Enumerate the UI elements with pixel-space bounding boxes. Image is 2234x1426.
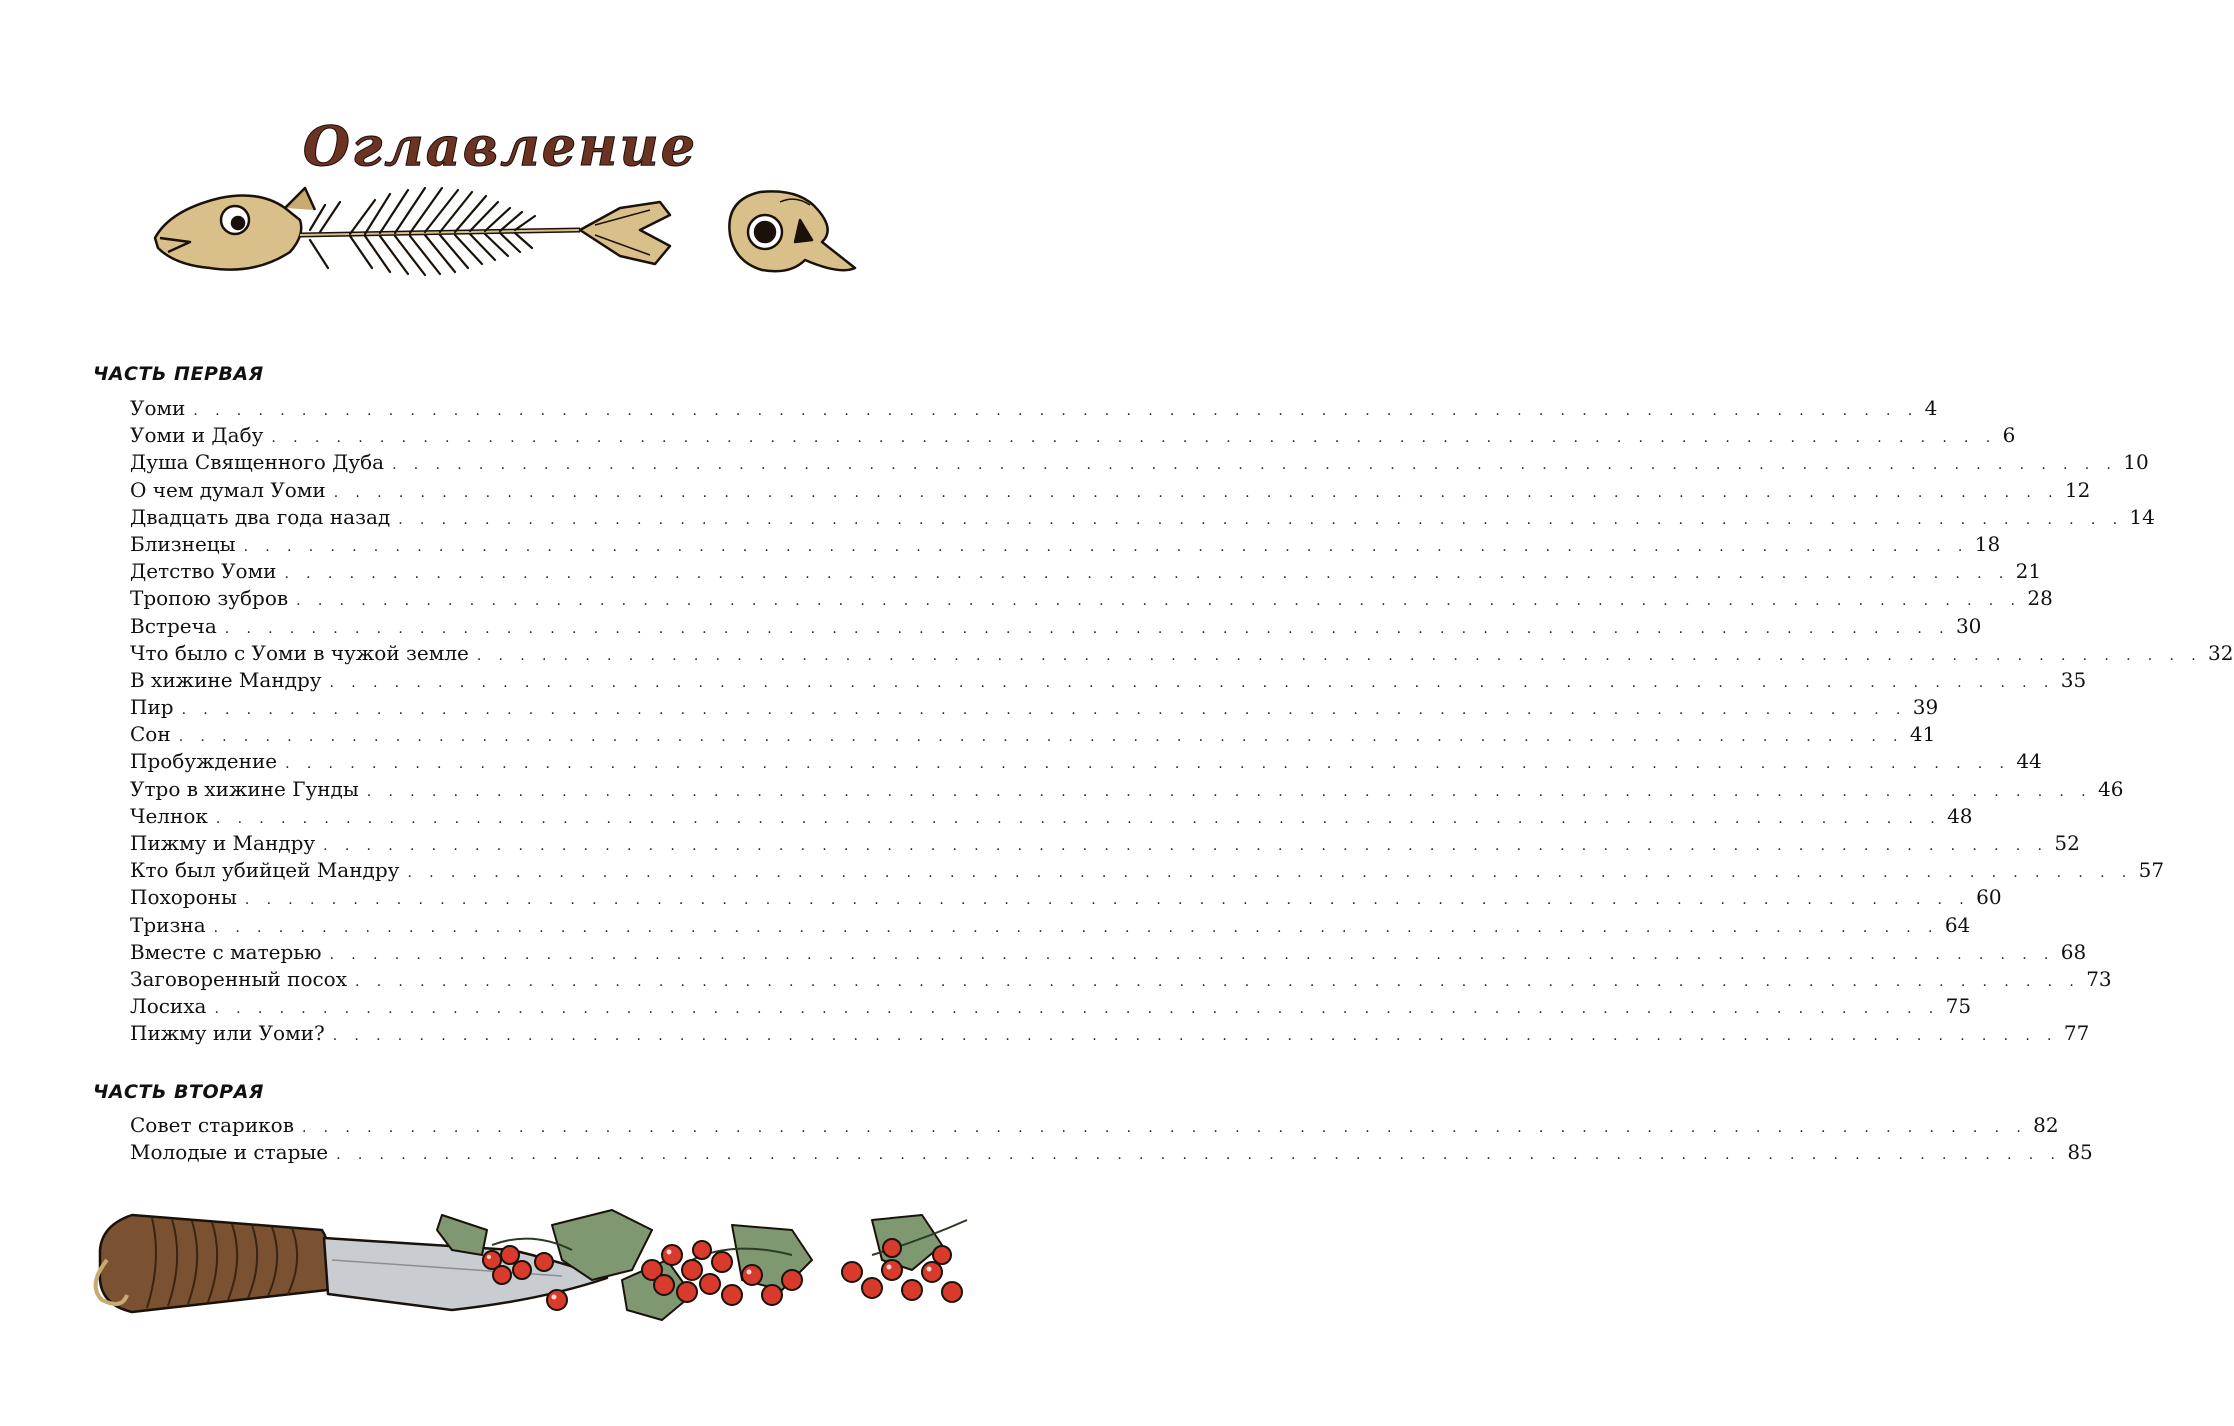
toc-entry-title: О чем думал Уоми — [130, 477, 326, 502]
toc-entry-page: 14 — [2129, 504, 2155, 529]
toc-entry[interactable] — [130, 1139, 2093, 1166]
toc-entry[interactable] — [130, 449, 2149, 476]
dot-leader: . . . . . . . . . . . . . . . . . . . . . . . . . . . . . . . . . . . . . . . . . . . . . . . . . . . . . . . . . . . . . . . . . . . . . . . . . . . . . . . . — [178, 729, 1904, 746]
toc-entry-page: 32 — [2208, 640, 2234, 665]
toc-entry-title: Утро в хижине Гунды — [130, 776, 359, 801]
toc-entry[interactable] — [130, 857, 2165, 884]
toc-entry-page: 57 — [2138, 858, 2165, 883]
toc-entry[interactable] — [130, 694, 1939, 721]
toc-entry-page: 12 — [2064, 477, 2091, 502]
dot-leader: . . . . . . . . . . . . . . . . . . . . . . . . . . . . . . . . . . . . . . . . . . . . . . . . . . . . . . . . . . . . . . . . . . . . . . . . . . . . . . . . — [271, 430, 1997, 447]
toc-entry[interactable] — [130, 531, 2001, 558]
toc-entry-page: 4 — [1924, 396, 1938, 420]
toc-entry[interactable] — [130, 613, 1982, 640]
toc-entry-title: Вместе с матерью — [130, 939, 322, 964]
toc-entry-page: 44 — [2016, 749, 2042, 774]
dot-leader: . . . . . . . . . . . . . . . . . . . . . . . . . . . . . . . . . . . . . . . . . . . . . . . . . . . . . . . . . . . . . . . . . . . . . . . . . . . . . . . . — [333, 484, 2059, 501]
toc-entry[interactable] — [130, 585, 2053, 612]
toc-entry-title: Детство Уоми — [130, 559, 277, 584]
toc-entry-page: 41 — [1909, 722, 1936, 747]
toc-entry[interactable] — [130, 912, 1971, 939]
part-two-heading: ЧАСТЬ ВТОРАЯ — [93, 1081, 264, 1103]
toc-entry-page: 18 — [1974, 531, 2001, 556]
dot-leader: . . . . . . . . . . . . . . . . . . . . . . . . . . . . . . . . . . . . . . . . . . . . . . . . . . . . . . . . . . . . . . . . . . . . . . . . . . . . . . . . — [476, 647, 2203, 664]
toc-entry[interactable] — [130, 477, 2091, 504]
toc-entry-page: 82 — [2033, 1113, 2059, 1137]
dot-leader: . . . . . . . . . . . . . . . . . . . . . . . . . . . . . . . . . . . . . . . . . . . . . . . . . . . . . . . . . . . . . . . . . . . . . . . . . . . . . . . . — [224, 620, 1950, 637]
toc-entry-page: 52 — [2054, 831, 2080, 855]
toc-entry-title: Совет стариков — [130, 1113, 294, 1137]
dot-leader: . . . . . . . . . . . . . . . . . . . . . . . . . . . . . . . . . . . . . . . . . . . . . . . . . . . . . . . . . . . . . . . . . . . . . . . . . . . . . . . . — [392, 457, 2118, 474]
toc-entry-title: Пижму или Уоми? — [130, 1021, 325, 1046]
toc-entry-title: В хижине Мандру — [130, 667, 322, 692]
page-title: Оглавление — [302, 114, 698, 179]
toc-entry[interactable] — [130, 884, 2002, 911]
toc-entry-page: 30 — [1955, 613, 1982, 638]
toc-entry-page: 64 — [1944, 912, 1971, 937]
toc-entry[interactable] — [130, 422, 2016, 449]
toc-entry-title: Пробуждение — [130, 749, 278, 774]
toc-entry-title: Уоми и Дабу — [130, 423, 264, 448]
fish-skeleton-illustration — [150, 180, 862, 285]
dot-leader: . . . . . . . . . . . . . . . . . . . . . . . . . . . . . . . . . . . . . . . . . . . . . . . . . . . . . . . . . . . . . . . . . . . . . . . . . . . . . . . . — [243, 538, 1969, 555]
dot-leader: . . . . . . . . . . . . . . . . . . . . . . . . . . . . . . . . . . . . . . . . . . . . . . . . . . . . . . . . . . . . . . . . . . . . . . . . . . . . . . . . — [193, 403, 1919, 419]
toc-entry[interactable] — [130, 667, 2087, 694]
toc-entry-title: Похороны — [130, 885, 237, 910]
toc-entry-title: Что было с Уоми в чужой земле — [130, 640, 469, 665]
toc-entry[interactable] — [130, 640, 2234, 667]
toc-entry[interactable] — [130, 939, 2087, 966]
toc-entry-page: 85 — [2067, 1140, 2093, 1165]
toc-entry-title: Пир — [130, 695, 174, 720]
toc-entry-title: Заговоренный посох — [130, 966, 348, 991]
toc-entry[interactable] — [130, 966, 2112, 993]
dot-leader: . . . . . . . . . . . . . . . . . . . . . . . . . . . . . . . . . . . . . . . . . . . . . . . . . . . . . . . . . . . . . . . . . . . . . . . . . . . . . . . . — [181, 702, 1907, 719]
toc-entry-title: Душа Священного Дуба — [130, 450, 385, 475]
dot-leader: . . . . . . . . . . . . . . . . . . . . . . . . . . . . . . . . . . . . . . . . . . . . . . . . . . . . . . . . . . . . . . . . . . . . . . . . . . . . . . . . — [284, 566, 2010, 583]
dot-leader: . . . . . . . . . . . . . . . . . . . . . . . . . . . . . . . . . . . . . . . . . . . . . . . . . . . . . . . . . . . . . . . . . . . . . . . . . . . . . . . . — [285, 756, 2011, 773]
toc-entry[interactable] — [130, 1020, 2090, 1047]
toc-entry-title: Тропою зубров — [130, 586, 289, 611]
toc-entry-title: Пижму и Мандру — [130, 831, 316, 855]
dot-leader: . . . . . . . . . . . . . . . . . . . . . . . . . . . . . . . . . . . . . . . . . . . . . . . . . . . . . . . . . . . . . . . . . . . . . . . . . . . . . . . . — [296, 593, 2022, 610]
toc-entry-page: 6 — [2002, 423, 2016, 448]
toc-entry-title: Лосиха — [130, 994, 207, 1019]
dot-leader: . . . . . . . . . . . . . . . . . . . . . . . . . . . . . . . . . . . . . . . . . . . . . . . . . . . . . . . . . . . . . . . . . . . . . . . . . . . . . . . . — [329, 674, 2055, 691]
dot-leader: . . . . . . . . . . . . . . . . . . . . . . . . . . . . . . . . . . . . . . . . . . . . . . . . . . . . . . . . . . . . . . . . . . . . . . . . . . . . . . . . — [244, 892, 1971, 909]
toc-entry-page: 48 — [1947, 803, 1973, 828]
part-one-heading: ЧАСТЬ ПЕРВАЯ — [93, 363, 264, 385]
part-one-list — [130, 395, 2234, 1048]
toc-entry-page: 73 — [2086, 966, 2112, 991]
dot-leader: . . . . . . . . . . . . . . . . . . . . . . . . . . . . . . . . . . . . . . . . . . . . . . . . . . . . . . . . . . . . . . . . . . . . . . . . . . . . . . . . — [398, 511, 2124, 528]
toc-entry-page: 60 — [1976, 885, 2002, 910]
toc-entry-page: 21 — [2015, 559, 2042, 584]
dot-leader: . . . . . . . . . . . . . . . . . . . . . . . . . . . . . . . . . . . . . . . . . . . . . . . . . . . . . . . . . . . . . . . . . . . . . . . . . . . . . . . . — [332, 1028, 2058, 1045]
toc-entry[interactable] — [130, 748, 2042, 775]
toc-entry-title: Кто был убийцей Мандру — [130, 858, 400, 883]
dot-leader: . . . . . . . . . . . . . . . . . . . . . . . . . . . . . . . . . . . . . . . . . . . . . . . . . . . . . . . . . . . . . . . . . . . . . . . . . . . . . . . . — [323, 838, 2049, 854]
toc-entry[interactable] — [130, 830, 2080, 857]
dot-leader: . . . . . . . . . . . . . . . . . . . . . . . . . . . . . . . . . . . . . . . . . . . . . . . . . . . . . . . . . . . . . . . . . . . . . . . . . . . . . . . . — [355, 973, 2081, 990]
toc-entry-page: 28 — [2027, 586, 2053, 611]
toc-entry-title: Молодые и старые — [130, 1140, 329, 1165]
dot-leader: . . . . . . . . . . . . . . . . . . . . . . . . . . . . . . . . . . . . . . . . . . . . . . . . . . . . . . . . . . . . . . . . . . . . . . . . . . . . . . . . — [329, 946, 2055, 963]
toc-entry[interactable] — [130, 504, 2155, 531]
toc-entry[interactable] — [130, 803, 1973, 830]
toc-entry[interactable] — [130, 776, 2124, 803]
dot-leader: . . . . . . . . . . . . . . . . . . . . . . . . . . . . . . . . . . . . . . . . . . . . . . . . . . . . . . . . . . . . . . . . . . . . . . . . . . . . . . . . — [407, 865, 2133, 882]
toc-entry-page: 77 — [2063, 1021, 2090, 1046]
toc-entry[interactable] — [130, 993, 1972, 1020]
dot-leader: . . . . . . . . . . . . . . . . . . . . . . . . . . . . . . . . . . . . . . . . . . . . . . . . . . . . . . . . . . . . . . . . . . . . . . . . . . . . . . . . — [213, 919, 1939, 936]
toc-entry-title: Близнецы — [130, 531, 236, 556]
toc-entry-title: Сон — [130, 722, 171, 747]
toc-entry[interactable] — [130, 395, 1938, 422]
toc-entry-title: Встреча — [130, 613, 217, 638]
toc-entry-title: Двадцать два года назад — [130, 504, 391, 529]
toc-entry-page: 39 — [1912, 695, 1939, 720]
dot-leader: . . . . . . . . . . . . . . . . . . . . . . . . . . . . . . . . . . . . . . . . . . . . . . . . . . . . . . . . . . . . . . . . . . . . . . . . . . . . . . . . — [215, 810, 1942, 827]
toc-entry-page: 35 — [2060, 667, 2087, 692]
toc-entry[interactable] — [130, 558, 2042, 585]
toc-entry-title: Челнок — [130, 803, 208, 828]
toc-entry-page: 10 — [2123, 450, 2149, 475]
toc-entry[interactable] — [130, 1112, 2059, 1139]
part-two-list — [130, 1112, 2093, 1166]
toc-entry-page: 46 — [2097, 776, 2124, 801]
dot-leader: . . . . . . . . . . . . . . . . . . . . . . . . . . . . . . . . . . . . . . . . . . . . . . . . . . . . . . . . . . . . . . . . . . . . . . . . . . . . . . . . — [301, 1120, 2028, 1136]
dot-leader: . . . . . . . . . . . . . . . . . . . . . . . . . . . . . . . . . . . . . . . . . . . . . . . . . . . . . . . . . . . . . . . . . . . . . . . . . . . . . . . . — [366, 783, 2092, 800]
dot-leader: . . . . . . . . . . . . . . . . . . . . . . . . . . . . . . . . . . . . . . . . . . . . . . . . . . . . . . . . . . . . . . . . . . . . . . . . . . . . . . . . — [336, 1147, 2062, 1164]
dot-leader: . . . . . . . . . . . . . . . . . . . . . . . . . . . . . . . . . . . . . . . . . . . . . . . . . . . . . . . . . . . . . . . . . . . . . . . . . . . . . . . . — [214, 1001, 1940, 1018]
knife-and-rowan-illustration — [92, 1200, 972, 1330]
toc-entry-title: Тризна — [130, 912, 206, 937]
toc-entry-page: 75 — [1945, 994, 1972, 1019]
toc-entry[interactable] — [130, 721, 1936, 748]
toc-entry-page: 68 — [2060, 939, 2087, 964]
toc-entry-title: Уоми — [130, 396, 186, 420]
